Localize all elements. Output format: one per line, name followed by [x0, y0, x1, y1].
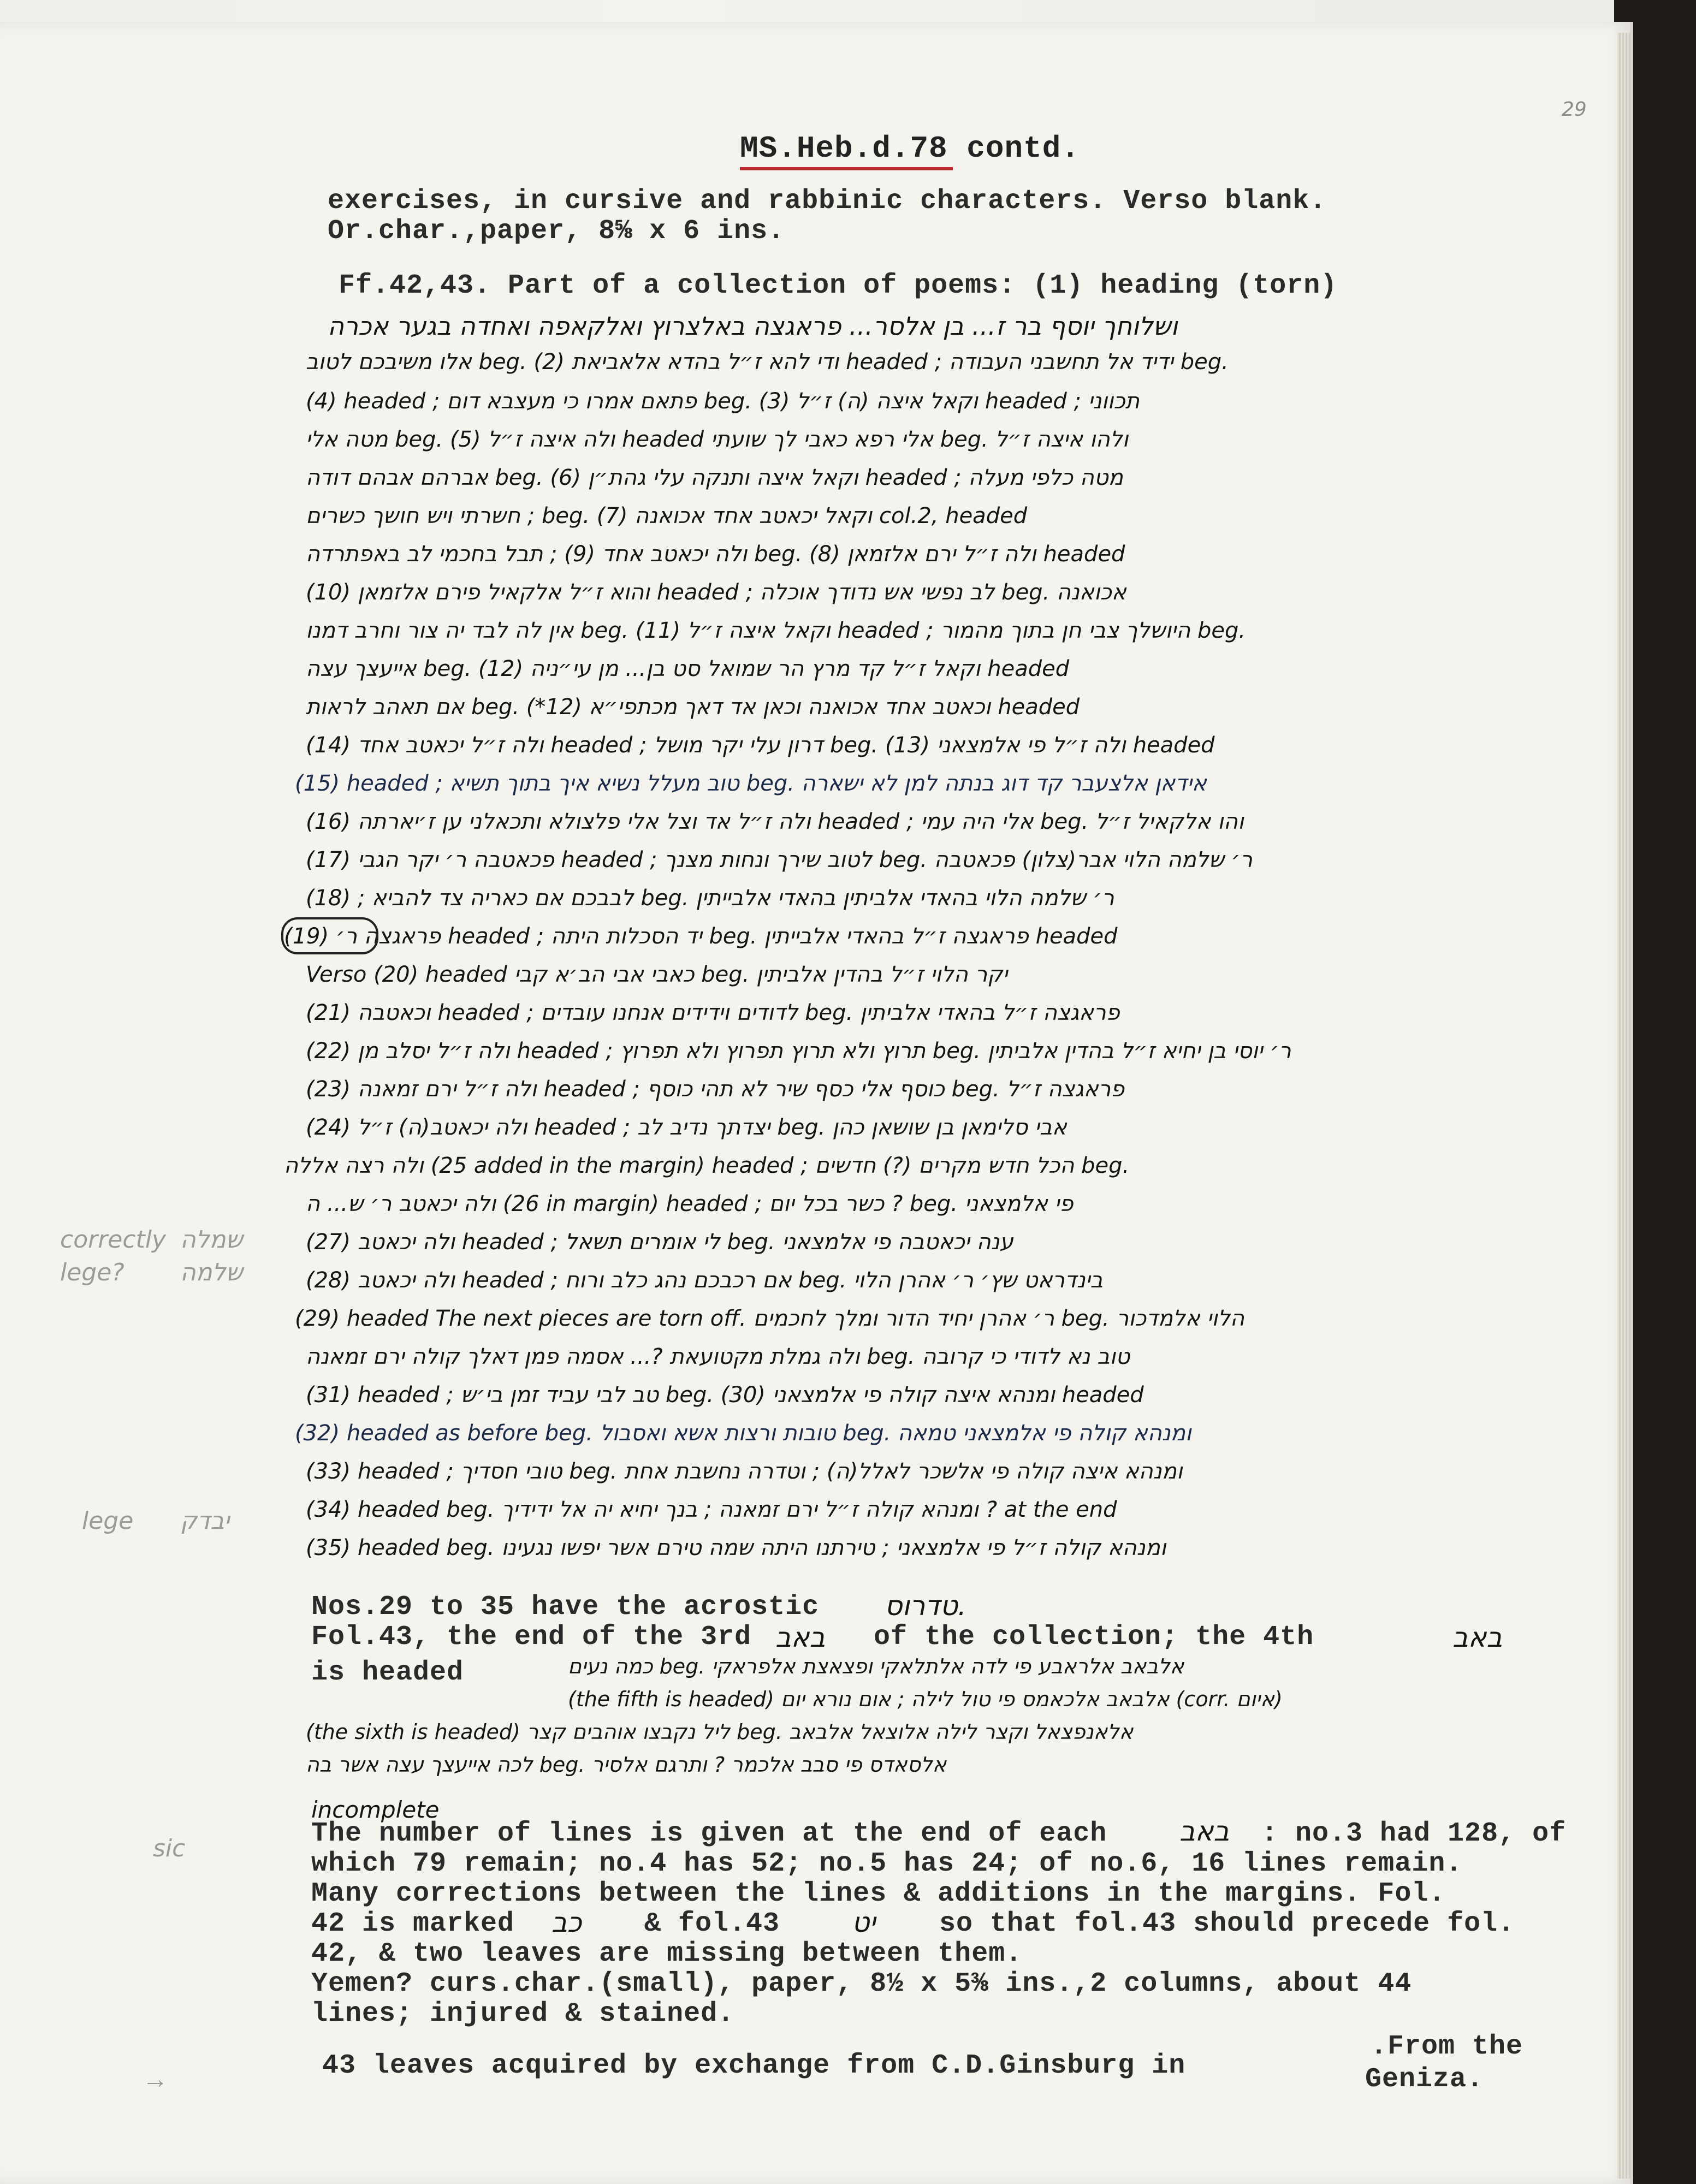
hand-line: (33) headed ; טובי חסדיך beg. ומנהא איצה קולה פי אלשכר לאלל(ה) ; וטדרה נחשבת אחת	[306, 1459, 1183, 1484]
intro-line-1: exercises, in cursive and rabbinic characters. Verso blank.	[328, 186, 1327, 217]
hand-line: מטה אלי beg. ולה איצה ז״ל (5) headed אלי רפא כאבי לך שועתי beg. ולהו איצה ז״ל	[306, 427, 1129, 452]
from-the: .From the	[1371, 2031, 1523, 2062]
fol43-hebrew-end: באב	[1452, 1622, 1503, 1653]
hand-line: ולה יכאטב אחד (9) ; תבל בחכמי לב באפתרדה beg. ולה ז״ל ירם אלזמאן (8) headed	[306, 542, 1125, 567]
bracket-mark	[281, 917, 378, 954]
section3-hebrew-yod-tet: יט	[852, 1907, 876, 1938]
section3-line-5: 42, & two leaves are missing between them.	[311, 1938, 1023, 1969]
hand-line-s2: לכה אייעצך עצה אשר בה beg. אלסאדס פי סבב אלכמר ? ותרגם אלסיר	[306, 1753, 947, 1777]
hand-line-s2: (the fifth is headed) אלבאב אלכאמס פי טול לילה ; אום נורא יום (corr. איום)	[568, 1687, 1283, 1711]
title-underline	[740, 167, 953, 170]
hand-line: אברהם אבהם דודה beg. וקאל איצה ותנקה עלי גהת״ן (6) headed ; מטה כלפי מעלה	[306, 465, 1123, 490]
arrow-mark: →	[147, 2067, 163, 2096]
margin-note-en: lege	[82, 1507, 134, 1535]
hand-line: ולה גמלת מקטועאת ?... אסמה פמן דאלך קולה ירם זמאנה beg. טוב נא לדודי כי קרובה	[306, 1344, 1130, 1369]
section3-line-1: The number of lines is given at the end of each	[311, 1818, 1107, 1849]
hand-line: ושלוחך יוסף בר ז... בן אלסר... פראגצה באלצרוץ ואלקאפה ואחדה בגער אכרה	[328, 311, 1178, 341]
margin-note-sic: sic	[153, 1835, 186, 1862]
hand-line: וכאטבה (21) headed ; לדודים וידידים אנחנו עובדים beg. פראגצה ז״ל בהאדי אלביתין	[306, 1000, 1120, 1025]
hand-line: פראגצה ר׳ (19) headed ; יד הסכלות היתה beg. פראגצה ז״ל בהאדי אלבייתין headed	[284, 924, 1118, 949]
section3-line-4: 42 is marked	[311, 1908, 515, 1939]
page-title: MS.Heb.d.78 contd.	[740, 131, 1080, 166]
section3-hebrew-kaf-bet: כב	[552, 1907, 582, 1938]
section3-line-4-tail: so that fol.43 should precede fol.	[939, 1908, 1515, 1939]
hand-line-s2: (the sixth is headed) ליל נקבצו אוהבים קצר beg. אלאנפצאל וקצר לילה אלוצאל אלבאב	[306, 1720, 1134, 1744]
hand-line: ולה רצה אללה (25 added in the margin) headed ; הכל חדש מקרים (?) חדשים beg.	[284, 1153, 1130, 1178]
hand-line: ולה יכאטב(ה) ז״ל (24) headed ; יצדתך נדיב לב beg. אבי סלימאן בן שושאן כהן	[306, 1115, 1067, 1140]
hand-line: (35) headed beg. ומנהא קולה ז״ל פי אלמצאני ; טירתנו היתה שמה טירם אשר יפשו נגעינו	[306, 1535, 1166, 1560]
collection-heading: Ff.42,43. Part of a collection of poems: (1) heading (torn)	[339, 270, 1338, 301]
section3-line-6: Yemen? curs.char.(small), paper, 8½ x 5⅜ ins.,2 columns, about 44	[311, 1968, 1412, 1999]
hand-line-s2: כמה נעים beg. אלבאב אלראבע פי לדה אלתלאקי ופצאצת אלפראקי	[568, 1654, 1184, 1678]
hand-line: ולה ז״ל ירם זמאנה (23) headed ; כוסף אלי כסף שיר לא תהי כוסף beg. פראגצה ז״ל	[306, 1077, 1125, 1102]
hand-line: אלו משיבכם לטוב beg. ודי להא ז״ל בהדא אלאביאת (2) headed ; ידיד אל תחשבני העבודה beg.	[306, 349, 1229, 375]
hand-line: (34) headed beg. ומנהא קולה ז״ל ירם זמאנה ; בנך יחיא יה אל ידידיך ? at the end	[306, 1497, 1117, 1522]
section3-line-3: Many corrections between the lines & additions in the margins. Fol.	[311, 1878, 1446, 1909]
headed-line: is headed	[311, 1657, 464, 1688]
hand-line: Verso (20) headed כאבי אבי הב׳א קבי beg. יקר הלוי ז״ל בהדין אלביתין	[306, 962, 1008, 987]
hand-line: (4) headed ; פתאם אמרו כי מעצבא דום beg. וקאל איצה (ה) ז״ל (3) headed ; תכווני	[306, 389, 1140, 414]
geniza: Geniza.	[1365, 2064, 1484, 2095]
section3-line-7: lines; injured & stained.	[311, 1998, 735, 2029]
hand-line: חשרתי ויש חושך כשרים ; beg. וקאל יכאטב אחד אכואנה (7) col.2, headed	[306, 503, 1028, 529]
section3-line-2: which 79 remain; no.4 has 52; no.5 has 24; of no.6, 16 lines remain.	[311, 1848, 1463, 1879]
hand-line: (31) headed ; טב לבי עביד זמן בי׳ש beg. ומנהא איצה קולה פי אלמצאני (30) headed	[306, 1382, 1144, 1408]
intro-line-2: Or.char.,paper, 8⅝ x 6 ins.	[328, 216, 785, 247]
section3-line-1-tail: : no.3 had 128, of	[1261, 1818, 1567, 1849]
hand-line: והוא ז״ל אלקאיל פירם אלזמאן (10) headed ; לב נפשי אש נדודך אוכלה beg. אכואנה	[306, 580, 1126, 605]
margin-note-heb: שלמה	[180, 1259, 243, 1286]
fol43-hebrew-mid: באב	[775, 1622, 826, 1653]
acquisition-note: 43 leaves acquired by exchange from C.D.Ginsburg in	[322, 2050, 1186, 2081]
acrostic-line: Nos.29 to 35 have the acrostic	[311, 1592, 820, 1623]
hand-line: ולה יכאטב (28) headed ; אם רכבכם נהג כלב ורוח beg. בינדראט שץ׳ ר׳ אהרן הלוי	[306, 1268, 1103, 1293]
section3-line-4-mid: & fol.43	[644, 1908, 780, 1939]
hand-line: פכאטבה ר׳ יקר הגבי (17) headed ; לטוב שירך ונחות מצנך beg. ר׳ שלמה הלוי אבר(צלון) פכאטבה	[306, 847, 1253, 873]
hand-line: (15) headed ; טוב מעלל נשיא איך בתוך תשיא beg. אידאן אלצעבר קד דוג בנתה למן לא ישארה	[295, 771, 1207, 796]
hand-line: (32) headed as before beg. טובות ורצות אשא ואסבול beg. ומנהא קולה פי אלמצאני טמאה	[295, 1421, 1191, 1446]
hand-line: ולה ז״ל אד וצל אלי פלצולא ותכאלני ען ז׳יארתה (16) headed ; אלי היה עמי beg. והו אלקאיל ז״ל	[306, 809, 1244, 834]
hand-line: (29) headed The next pieces are torn off. ר׳ אהרן יחיד הדור ומלך לחכמים beg. הלוי אלמדכור	[295, 1306, 1244, 1331]
hand-line: אם תאהב לראות beg. וכאטב אחד אכואנה וכאן אד דאך מכתפי״א (12*) headed	[306, 695, 1080, 720]
section3-hebrew-1: באב	[1179, 1815, 1230, 1847]
page-edge	[1617, 33, 1630, 2179]
margin-note-heb: שמלה	[180, 1226, 243, 1254]
fol43-line-cont: of the collection; the 4th	[874, 1622, 1314, 1653]
incomplete-insert: incomplete	[311, 1796, 440, 1823]
fol43-line: Fol.43, the end of the 3rd	[311, 1622, 752, 1653]
hand-line: ולה יכאטב (27) headed ; לי אומרים תשאל beg. ענה יכאטבה פי אלמצאני	[306, 1230, 1013, 1255]
acrostic-hebrew: טדרוס.	[885, 1590, 966, 1622]
margin-note-heb: יבדק	[180, 1507, 230, 1535]
hand-line: ולה ז״ל יכאטב אחד (14) headed ; דרון עלי יקר מושל beg. ולה ז״ל פי אלמצאני (13) headed	[306, 733, 1215, 758]
margin-note-en: correctly	[60, 1226, 167, 1254]
hand-line: ולה ז״ל יסלב מן (22) headed ; תרוץ ולא תרוץ תפרוץ ולא תפרוץ beg. ר׳ יוסי בן יחיא ז״ל בהדין אלביתין	[306, 1038, 1291, 1064]
hand-line: ולה יכאטב ר׳ ש... ה (26 in margin) headed ; כשר בכל יום ? beg. פי אלמצאני	[306, 1191, 1074, 1216]
hand-line: אייעצך עצה beg. וקאל ז״ל קד מרץ הר שמואל סט בן... מן עי״ניה (12) headed	[306, 656, 1070, 681]
hand-line: (18) ; לבבכם אם כאריה צד להביא beg. ר׳ שלמה הלוי בהאדי אלביתין בהאדי אלבייתין	[306, 886, 1114, 911]
manuscript-page	[0, 22, 1633, 2184]
folio-number: 29	[1562, 98, 1587, 121]
margin-note-en: lege?	[60, 1259, 124, 1286]
hand-line: אין לה לבד יה צור וחרב דמנו beg. וקאל איצה ז״ל (11) headed ; היושלך צבי חן בתוך מהמור beg.	[306, 618, 1246, 643]
